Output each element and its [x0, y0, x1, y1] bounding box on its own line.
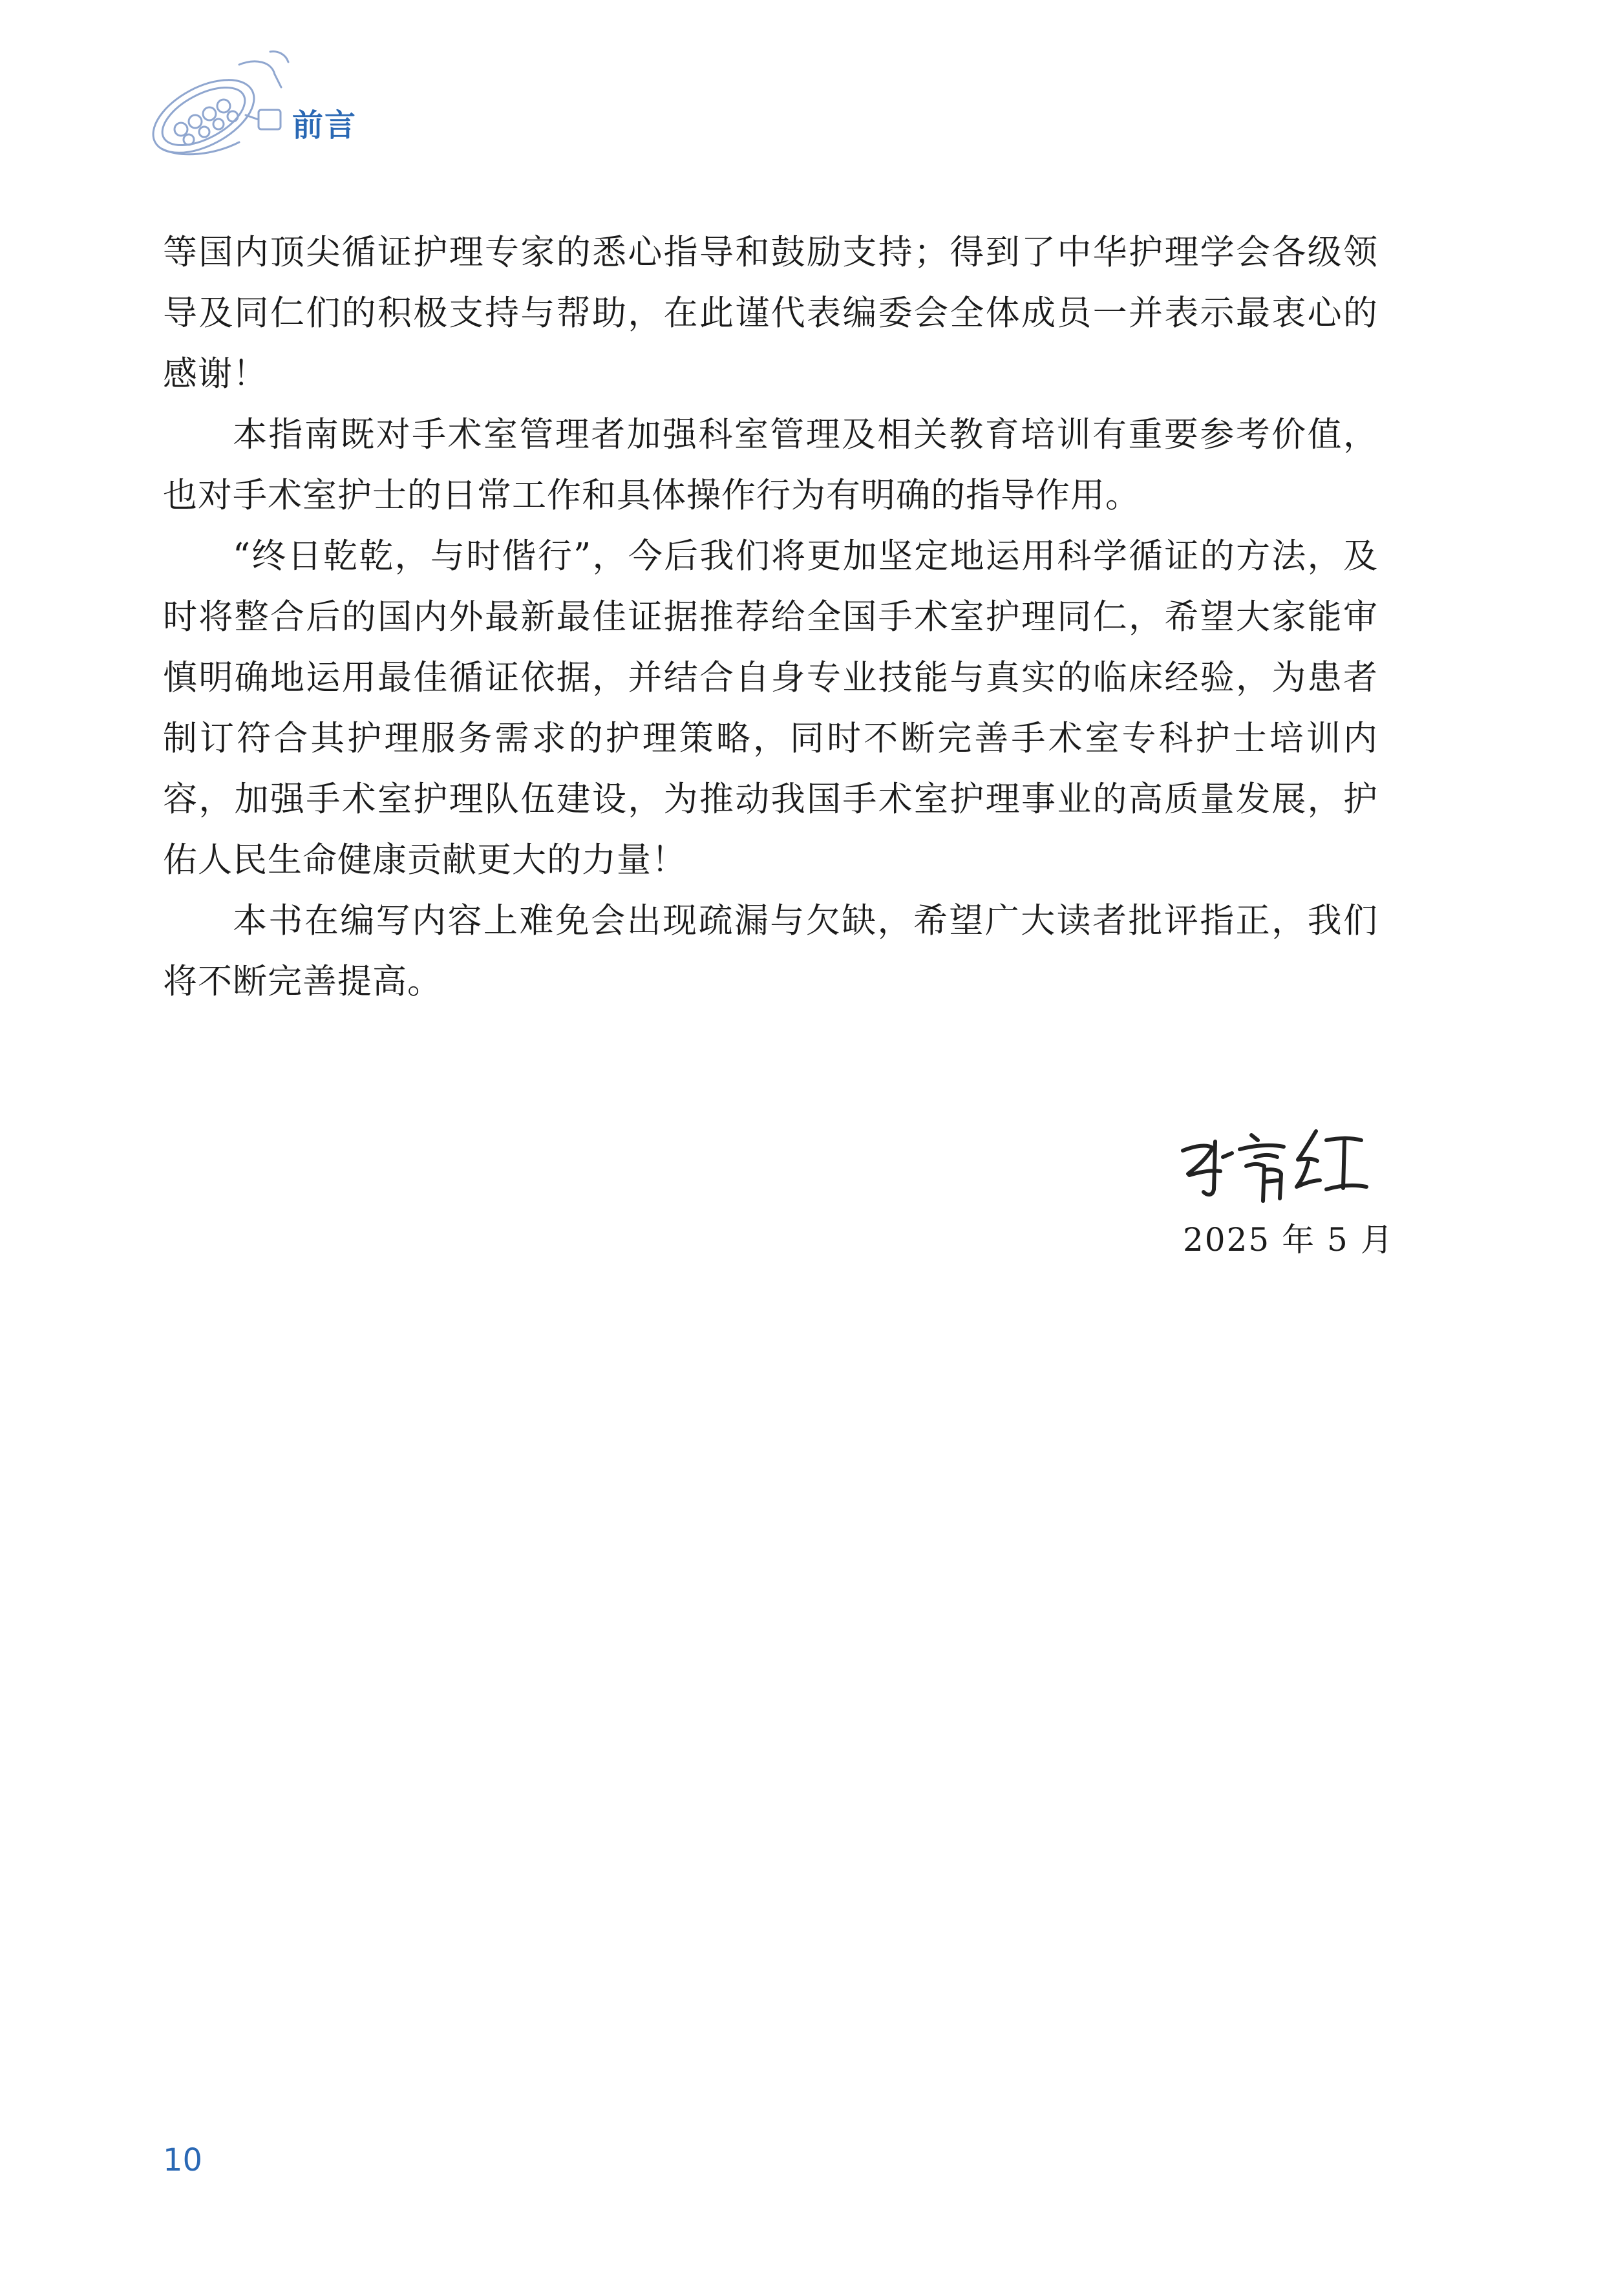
paragraph-2: 本指南既对手术室管理者加强科室管理及相关教育培训有重要参考价值，也对手术室护士的日常工作和具体操作行为有明确的指导作用。 — [163, 415, 1378, 515]
body-text — [163, 222, 1378, 1012]
date-line: 2025 年 5 月 — [1183, 1221, 1394, 1259]
paragraph-3: “终日乾乾，与时偕行”，今后我们将更加坚定地运用科学循证的方法，及时将整合后的国内外最新最佳证据推荐给全国手术室护理同仁，希望大家能审慎明确地运用最佳循证依据，并结合自身专业技能与真实的临床经验，为患者制订符合其护理服务需求的护理策略，同时不断完善手术室专科护士培训内容，加强手术室护理队伍建设，为推动我国手术室护理事业的高质量发展，护佑人民生命健康贡献更大的力量！ — [163, 537, 1378, 880]
section-title: 前言 — [292, 107, 357, 144]
paragraph-1: 等国内顶尖循证护理专家的悉心指导和鼓励支持；得到了中华护理学会各级领导及同仁们的积极支持与帮助，在此谨代表编委会全体成员一并表示最衷心的感谢！ — [163, 233, 1378, 394]
handwritten-signature — [1170, 1112, 1377, 1209]
page-header — [142, 39, 478, 168]
page-number: 10 — [163, 2142, 203, 2178]
paragraph-4: 本书在编写内容上难免会出现疏漏与欠缺，希望广大读者批评指正，我们将不断完善提高。 — [163, 901, 1378, 1001]
surgical-lamp-icon — [142, 39, 297, 168]
